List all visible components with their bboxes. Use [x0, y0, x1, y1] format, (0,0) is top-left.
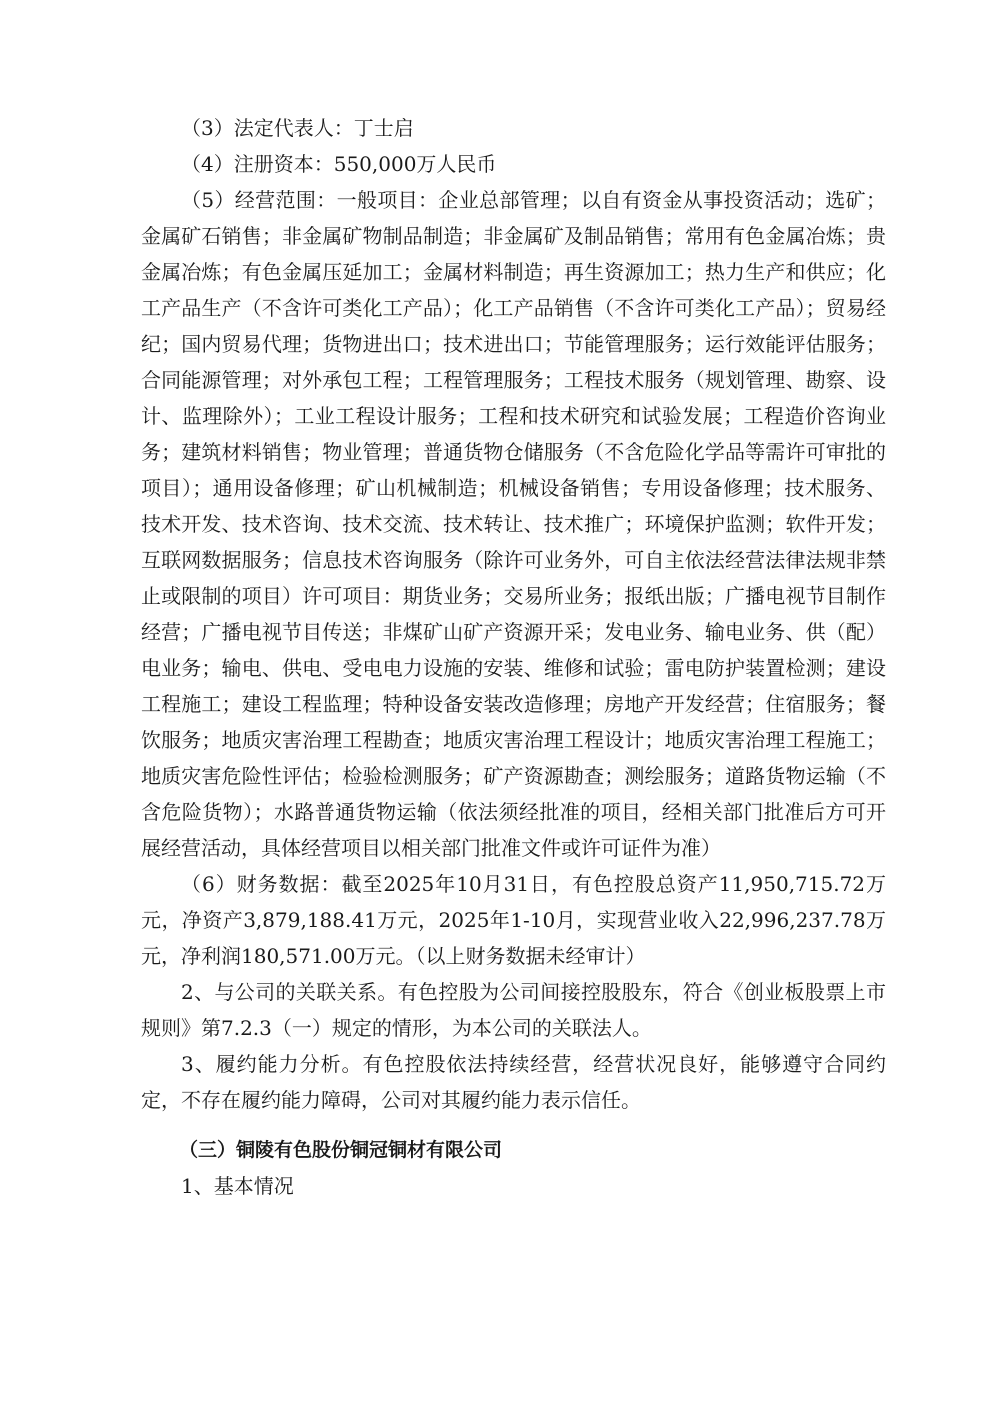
performance-capability-paragraph: 3、履约能力分析。有色控股依法持续经营，经营状况良好，能够遵守合同约定，不存在履约能力障碍，公司对其履约能力表示信任。	[141, 1052, 886, 1112]
document-page	[141, 110, 886, 1204]
relationship-paragraph: 2、与公司的关联关系。有色控股为公司间接控股股东，符合《创业板股票上市规则》第7.2.3（一）规定的情形，为本公司的关联法人。	[141, 980, 886, 1040]
registered-capital-paragraph: （4）注册资本：550,000万人民币	[181, 152, 497, 176]
basic-info-paragraph: 1、基本情况	[181, 1174, 294, 1198]
section-heading: （三）铜陵有色股份铜冠铜材有限公司	[179, 1139, 503, 1161]
business-scope-paragraph: （5）经营范围：一般项目：企业总部管理；以自有资金从事投资活动；选矿；金属矿石销售；非金属矿物制品制造；非金属矿及制品销售；常用有色金属冶炼；贵金属冶炼；有色金属压延加工；金属材料制造；再生资源加工；热力生产和供应；化工产品生产（不含许可类化工产品）；化工产品销售（不含许可类化工产品）；贸易经纪；国内贸易代理；货物进出口；技术进出口；节能管理服务；运行效能评估服务；合同能源管理；对外承包工程；工程管理服务；工程技术服务（规划管理、勘察、设计、监理除外）；工业工程设计服务；工程和技术研究和试验发展；工程造价咨询业务；建筑材料销售；物业管理；普通货物仓储服务（不含危险化学品等需许可审批的项目）；通用设备修理；矿山机械制造；机械设备销售；专用设备修理；技术服务、技术开发、技术咨询、技术交流、技术转让、技术推广；环境保护监测；软件开发；互联网数据服务；信息技术咨询服务（除许可业务外，可自主依法经营法律法规非禁止或限制的项目）许可项目：期货业务；交易所业务；报纸出版；广播电视节目制作经营；广播电视节目传送；非煤矿山矿产资源开采；发电业务、输电业务、供（配）电业务；输电、供电、受电电力设施的安装、维修和试验；雷电防护装置检测；建设工程施工；建设工程监理；特种设备安装改造修理；房地产开发经营；住宿服务；餐饮服务；地质灾害治理工程勘查；地质灾害治理工程设计；地质灾害治理工程施工；地质灾害危险性评估；检验检测服务；矿产资源勘查；测绘服务；道路货物运输（不含危险货物）；水路普通货物运输（依法须经批准的项目，经相关部门批准后方可开展经营活动，具体经营项目以相关部门批准文件或许可证件为准）	[141, 188, 886, 860]
financial-data-paragraph: （6）财务数据：截至2025年10月31日，有色控股总资产11,950,715.72万元，净资产3,879,188.41万元，2025年1-10月，实现营业收入22,996,237.78万元，净利润180,571.00万元。（以上财务数据未经审计）	[141, 872, 886, 968]
legal-representative-paragraph: （3）法定代表人：丁士启	[181, 116, 414, 140]
